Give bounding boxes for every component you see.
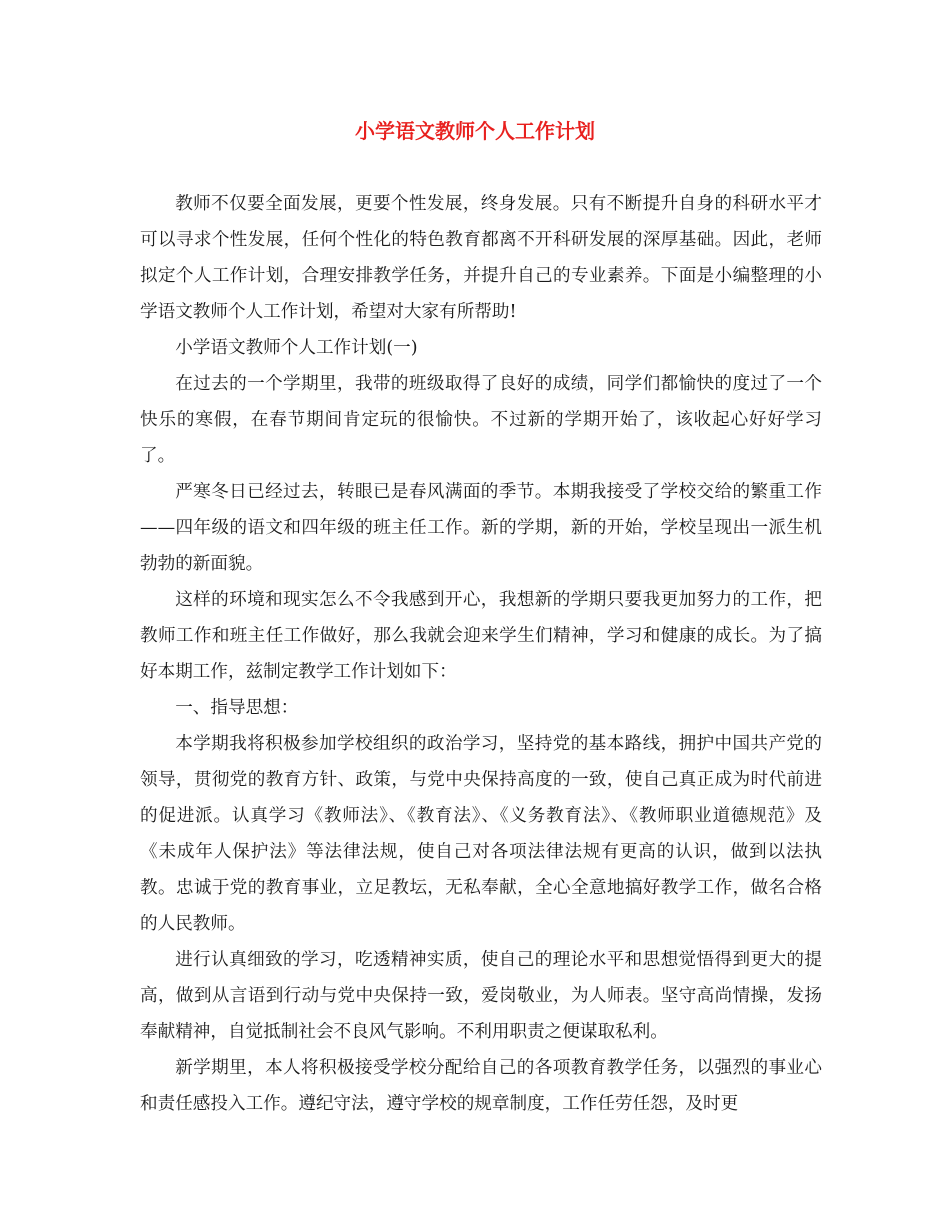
paragraph-new-term: 严寒冬日已经过去，转眼已是春风满面的季节。本期我接受了学校交给的繁重工作——四年级的语文和四年级的班主任工作。新的学期，新的开始，学校呈现出一派生机勃勃的新面貌。	[140, 482, 822, 574]
paragraph-last-semester: 在过去的一个学期里，我带的班级取得了良好的成绩，同学们都愉快的度过了一个快乐的寒假，在春节期间肯定玩的很愉快。不过新的学期开始了，该收起心好好学习了。	[140, 374, 822, 466]
section-heading-plan-one: 小学语文教师个人工作计划(一)	[175, 338, 418, 358]
section-heading-guiding-thought: 一、指导思想：	[175, 698, 299, 718]
paragraph-political-study: 本学期我将积极参加学校组织的政治学习，坚持党的基本路线，拥护中国共产党的领导，贯彻党的教育方针、政策，与党中央保持高度的一致，使自己真正成为时代前进的促进派。认真学习《教师法》、《教育法》、《义务教育法》、《教师职业道德规范》及《未成年人保护法》等法律法规，使自己对各项法律法规有更高的认识，做到以法执教。忠诚于党的教育事业，立足教坛，无私奉献，全心全意地搞好教学工作，做名合格的人民教师。	[140, 734, 822, 934]
document-title: 小学语文教师个人工作计划	[355, 119, 595, 143]
paragraph-environment: 这样的环境和现实怎么不令我感到开心，我想新的学期只要我更加努力的工作，把教师工作和班主任工作做好，那么我就会迎来学生们精神，学习和健康的成长。为了搞好本期工作，兹制定教学工作计划如下：	[140, 590, 822, 682]
paragraph-careful-study: 进行认真细致的学习，吃透精神实质，使自己的理论水平和思想觉悟得到更大的提高，做到从言语到行动与党中央保持一致，爱岗敬业，为人师表。坚守高尚情操，发扬奉献精神，自觉抵制社会不良风气影响。不利用职责之便谋取私利。	[140, 950, 822, 1042]
paragraph-intro: 教师不仅要全面发展，更要个性发展，终身发展。只有不断提升自身的科研水平才可以寻求个性发展，任何个性化的特色教育都离不开科研发展的深厚基础。因此，老师拟定个人工作计划，合理安排教学任务，并提升自己的专业素养。下面是小编整理的小学语文教师个人工作计划，希望对大家有所帮助!	[140, 194, 822, 322]
paragraph-new-semester-duties: 新学期里，本人将积极接受学校分配给自己的各项教育教学任务，以强烈的事业心和责任感投入工作。遵纪守法，遵守学校的规章制度，工作任劳任怨，及时更	[140, 1058, 822, 1114]
document-body	[140, 186, 822, 1122]
